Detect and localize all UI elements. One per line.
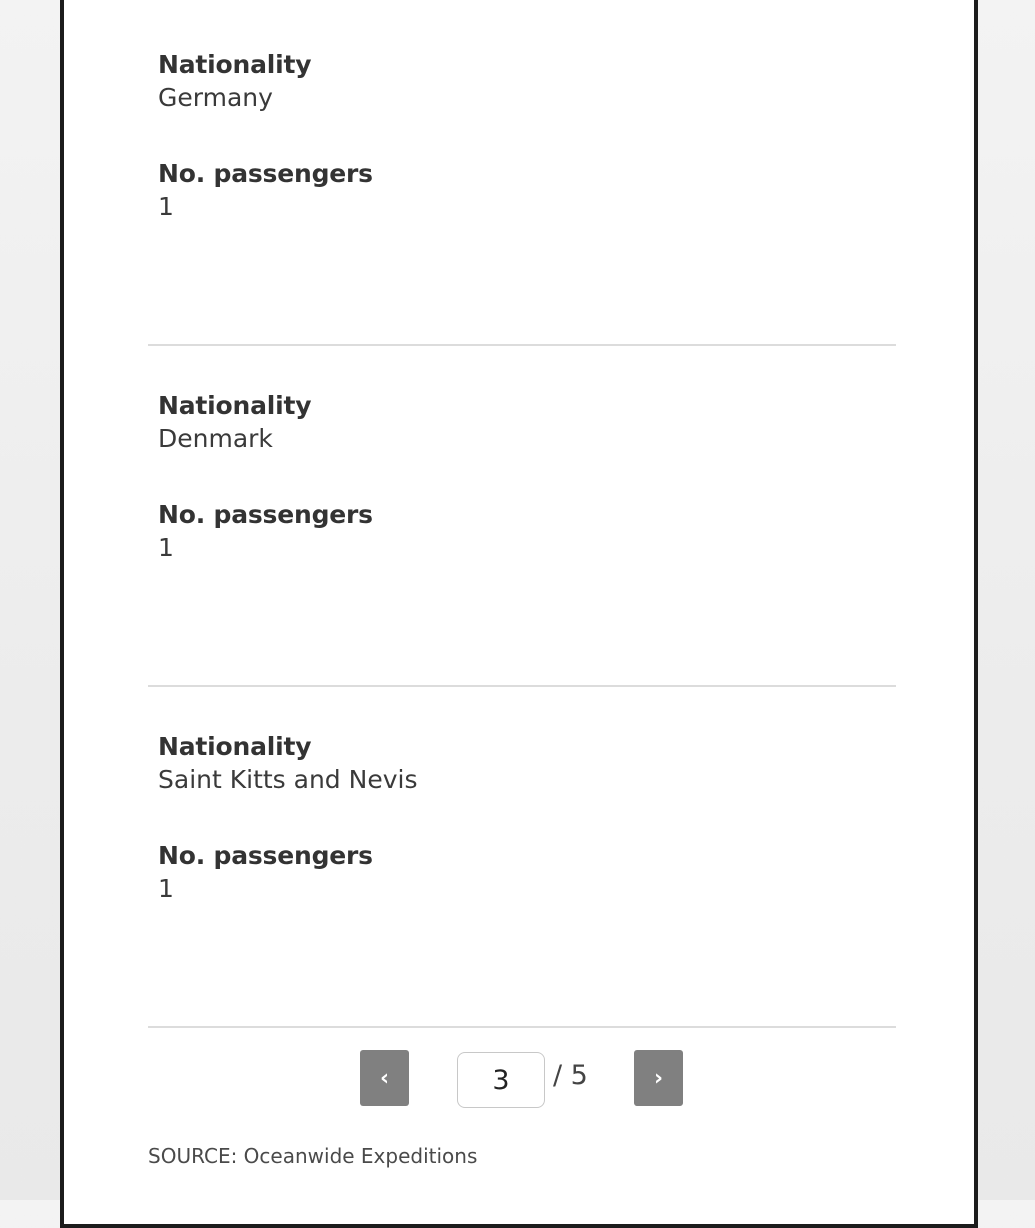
source-note: SOURCE: Oceanwide Expeditions	[148, 1144, 478, 1168]
passengers-value: 1	[158, 533, 174, 562]
divider	[148, 1026, 896, 1028]
nationality-label: Nationality	[158, 391, 312, 420]
passengers-label: No. passengers	[158, 500, 373, 529]
page-total: / 5	[553, 1060, 588, 1091]
divider	[148, 344, 896, 346]
chevron-right-icon: ›	[653, 1065, 664, 1091]
passengers-value: 1	[158, 874, 174, 903]
page-number-input[interactable]	[457, 1052, 545, 1108]
nationality-value: Denmark	[158, 424, 273, 453]
nationality-label: Nationality	[158, 732, 312, 761]
nationality-value: Germany	[158, 83, 273, 112]
nationality-label: Nationality	[158, 50, 312, 79]
passengers-value: 1	[158, 192, 174, 221]
results-card	[60, 0, 978, 1228]
previous-page-button[interactable]	[360, 1050, 409, 1106]
chevron-left-icon: ‹	[379, 1065, 390, 1091]
divider	[148, 685, 896, 687]
passengers-label: No. passengers	[158, 159, 373, 188]
next-page-button[interactable]	[634, 1050, 683, 1106]
nationality-value: Saint Kitts and Nevis	[158, 765, 418, 794]
passengers-label: No. passengers	[158, 841, 373, 870]
